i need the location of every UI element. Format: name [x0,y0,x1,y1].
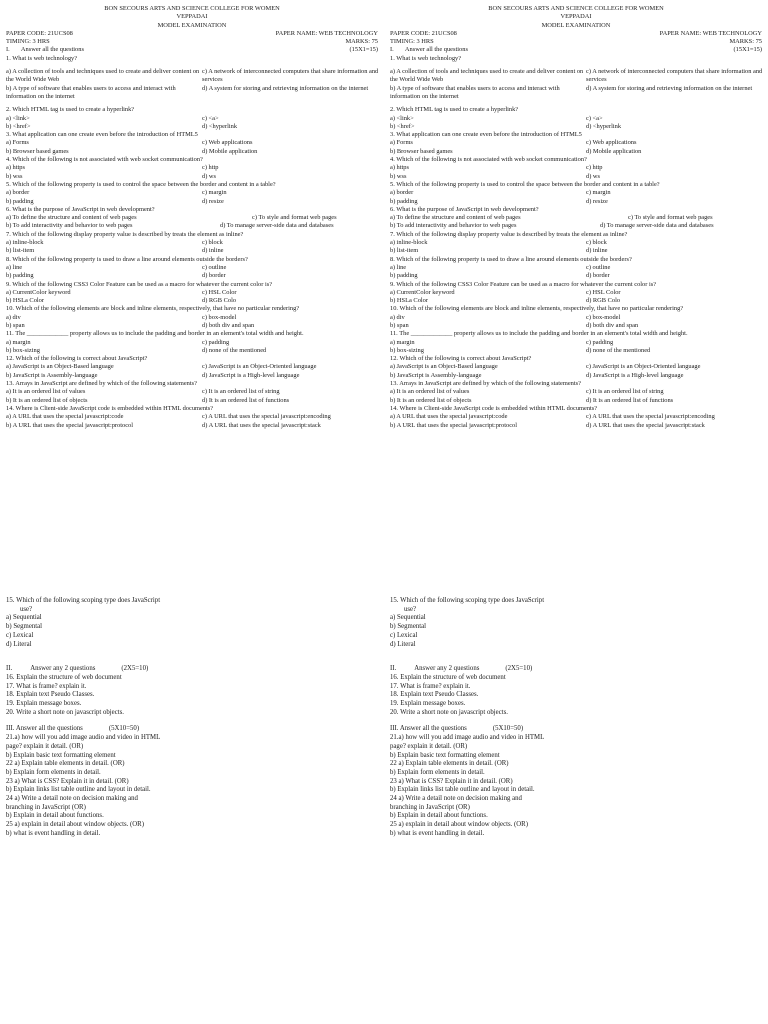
exam-title: MODEL EXAMINATION [157,21,227,29]
option-a: a) <link> [6,114,30,122]
options-row [6,148,378,156]
options-row [390,85,762,102]
section-3-heading [6,725,378,734]
option-b: b) <href> [6,122,31,130]
options-row [390,314,762,322]
options-row [6,339,378,347]
section-3-item: 21.a) how will you add image audio and video in HTML [6,734,161,742]
section-3-item: b) Explain links list table outline and layout in detail. [6,786,151,794]
section-3-item: b) Explain in detail about functions. [6,812,104,820]
section-3-item: branching in JavaScript (OR) [390,803,470,811]
section-1-roman: I. [6,46,10,54]
option-a: a) https [390,164,409,172]
option-d: d) inline [202,247,224,255]
option-d: d) ws [202,172,217,180]
option-c: c) http [586,164,603,172]
option-b: b) padding [6,272,34,280]
section-2-roman: II. [6,665,13,673]
option-a: a) Forms [6,139,29,147]
option-d: d) both div and span [202,321,255,329]
option-a: a) margin [390,338,415,346]
option-c: c) Web applications [202,139,253,147]
option-d: d) JavaScript is a High-level language [586,371,684,379]
header-row-1 [390,30,762,38]
section-2-item: 20. Write a short note on javascript objects. [6,708,124,716]
option-a: a) It is an ordered list of values [390,388,470,396]
college-place: VEPPADAI [560,13,592,21]
option-a: a) JavaScript is an Object-Based language [390,363,498,371]
marks: MARKS: 75 [345,38,378,46]
section-2-item: 20. Write a short note on javascript objects. [390,708,508,716]
section-3-marks: (5X10=50) [108,725,140,733]
option-b: b) <href> [390,122,415,130]
options-row [6,372,378,380]
section-2-item: 18. Explain text Pseudo Classes. [6,691,95,699]
option-b: b) span [6,321,25,329]
option-a: a) <link> [390,114,414,122]
option-c: c) padding [586,338,614,346]
section-2-item: 18. Explain text Pseudo Classes. [390,691,479,699]
options-row [390,68,762,85]
options-row [390,148,762,156]
section-2-marks: (2X5=10) [505,665,533,673]
option-d: d) It is an ordered list of functions [586,396,674,404]
options-row [390,363,762,371]
option-b: b) JavaScript is Assembly-language [390,371,482,379]
section-2-item: 19. Explain message boxes. [390,700,466,708]
option-a: a) border [6,189,30,197]
options-row [390,222,762,230]
section-2-item: 16. Explain the structure of web document [390,673,506,681]
option-a: a) A collection of tools and techniques used to create and deliver content on the World Wide Web [6,68,200,84]
option-c: c) Lexical [390,631,418,639]
options-row [390,115,762,123]
options-row [6,422,378,430]
question-3: 3. What application can one create even before the introduction of HTML5 [390,131,582,139]
option-c: c) outline [202,263,227,271]
question-4: 4. Which of the following is not associated with web socket communication? [6,156,203,164]
question-7: 7. Which of the following display property value is described by treats the element as inline? [6,230,244,238]
option-c: c) A network of interconnected computers that share information and services [586,68,763,84]
section-3-item: b) Explain form elements in detail. [390,768,485,776]
option-a: a) Sequential [6,614,42,622]
options-row [6,314,378,322]
marks: MARKS: 75 [729,38,762,46]
option-c: c) Web applications [586,139,637,147]
section-3-marks: (5X10=50) [492,725,524,733]
option-b: b) Browser based games [390,147,453,155]
question-5: 5. Which of the following property is used to control the space between the border and content in a table? [6,180,276,188]
section-3-item: b) Explain in detail about functions. [390,812,488,820]
timing: TIMING: 3 HRS [390,38,434,46]
options-row [390,289,762,297]
option-d: d) resize [586,197,608,205]
option-d: d) A system for storing and retrieving information on the internet [586,84,753,92]
section-3-item: b) what is event handling in detail. [6,829,101,837]
section-2-heading [390,665,762,674]
option-d: d) Literal [6,640,32,648]
option-a: a) CurrentColor keyword [390,288,455,296]
option-d: d) <hyperlink [202,122,238,130]
option-a: a) JavaScript is an Object-Based language [6,363,114,371]
option-d: d) border [202,272,226,280]
question-10: 10. Which of the following elements are block and inline elements, respectively, that have no particular rendering? [390,305,684,313]
options-row [390,198,762,206]
option-c: c) To style and format web pages [252,214,337,222]
section-1-instruction: Answer all the questions [404,46,468,54]
question-11: 11. The _____________ property allows us to include the padding and border in an element's total width and height. [6,330,304,338]
paper-name: PAPER NAME: WEB TECHNOLOGY [659,29,762,37]
option-b: b) A type of software that enables users to access and interact with information on the internet [6,84,176,100]
option-a: a) Sequential [390,614,426,622]
options-row [390,347,762,355]
option-c: c) box-model [586,313,621,321]
section-3-instruction: III. Answer all the questions [390,725,467,733]
options-row [6,222,378,230]
option-b: b) padding [6,197,34,205]
section-3-item: b) Explain form elements in detail. [6,768,101,776]
section-3-instruction: III. Answer all the questions [6,725,83,733]
option-b: b) Browser based games [6,147,69,155]
option-d: d) Literal [390,640,416,648]
option-b: b) It is an ordered list of objects [390,396,472,404]
options-row [6,322,378,330]
options-row [390,272,762,280]
options-row [6,139,378,147]
option-b: b) Segmental [6,623,43,631]
section-2-heading [6,665,378,674]
objective-section [6,5,378,430]
question-8: 8. Which of the following property is used to draw a line around elements outside the borders? [390,255,632,263]
option-b: b) list-item [6,247,35,255]
section-1-roman: I. [390,46,394,54]
section-3-item: 25 a) explain in detail about window objects. (OR) [390,821,528,829]
options-row [390,397,762,405]
options-row [390,264,762,272]
option-c: c) It is an ordered list of string [202,388,280,396]
options-row [6,388,378,396]
question-14: 14. Where is Client-side JavaScript code is embedded within HTML documents? [6,404,214,412]
options-row [6,198,378,206]
paper-name: PAPER NAME: WEB TECHNOLOGY [275,29,378,37]
question-1: 1. What is web technology? [6,54,78,62]
options-row [6,289,378,297]
section-2-instruction: Answer any 2 questions [414,665,480,673]
section-2-marks: (2X5=10) [121,665,149,673]
option-b: b) padding [390,272,418,280]
section-3-item: 22 a) Explain table elements in detail. (OR) [6,760,125,768]
options-row [6,272,378,280]
option-d: d) It is an ordered list of functions [202,396,290,404]
question-9: 9. Which of the following CSS3 Color Feature can be used as a macro for whatever the current color is? [390,280,657,288]
descriptive-section [6,597,378,839]
option-c: c) To style and format web pages [628,214,713,222]
option-d: d) To manage server-side data and databases [600,222,714,230]
option-d: d) none of the mentioned [202,346,267,354]
question-6: 6. What is the purpose of JavaScript in web development? [6,205,155,213]
options-row [6,239,378,247]
timing: TIMING: 3 HRS [6,38,50,46]
options-row [6,297,378,305]
option-a: a) inline-block [6,239,44,247]
option-c: c) It is an ordered list of string [586,388,664,396]
question-2: 2. Which HTML tag is used to create a hyperlink? [390,106,519,114]
section-3-item: 23 a) What is CSS? Explain it in detail. (OR) [390,777,513,785]
option-b: b) To add interactivity and behavior to web pages [390,222,517,230]
option-a: a) div [390,313,405,321]
question-5: 5. Which of the following property is used to control the space between the border and content in a table? [390,180,660,188]
option-d: d) inline [586,247,608,255]
option-d: d) To manage server-side data and databases [220,222,334,230]
section-3-item: 23 a) What is CSS? Explain it in detail. (OR) [6,777,129,785]
options-row [390,173,762,181]
paper-code: PAPER CODE: 21UCS08 [390,29,457,37]
options-row [6,85,378,102]
section-1-heading [6,46,378,54]
option-d: d) ws [586,172,601,180]
exam-copy-right [384,0,768,1024]
option-d: d) <hyperlink [586,122,622,130]
option-b: b) padding [390,197,418,205]
option-d: d) both div and span [586,321,639,329]
option-a: a) div [6,313,21,321]
descriptive-section [390,597,762,839]
option-d: d) none of the mentioned [586,346,651,354]
section-3-heading [390,725,762,734]
section-3-item: page? explain it detail. (OR) [6,742,84,750]
header-row-2 [390,38,762,46]
question-8: 8. Which of the following property is used to draw a line around elements outside the borders? [6,255,248,263]
options-row [6,247,378,255]
options-row [6,173,378,181]
options-row [6,164,378,172]
question-2: 2. Which HTML tag is used to create a hyperlink? [6,106,135,114]
options-row [6,397,378,405]
section-3-item: b) Explain basic text formatting element [390,751,500,759]
option-b: b) box-sizing [6,346,40,354]
section-1-marks: (15X1=15) [733,46,762,54]
option-b: b) A type of software that enables users to access and interact with information on the internet [390,84,560,100]
options-row [390,322,762,330]
options-row [390,297,762,305]
option-d: d) RGB Colo [586,297,621,305]
question-10: 10. Which of the following elements are block and inline elements, respectively, that have no particular rendering? [6,305,300,313]
option-c: c) A network of interconnected computers that share information and services [202,68,379,84]
question-9: 9. Which of the following CSS3 Color Feature can be used as a macro for whatever the current color is? [6,280,273,288]
option-c: c) padding [202,338,230,346]
option-a: a) margin [6,338,31,346]
question-6: 6. What is the purpose of JavaScript in web development? [390,205,539,213]
paper-code: PAPER CODE: 21UCS08 [6,29,73,37]
question-7: 7. Which of the following display property value is described by treats the element as inline? [390,230,628,238]
option-c: c) A URL that uses the special javascript:encoding [202,413,331,421]
option-a: a) A collection of tools and techniques used to create and deliver content on the World Wide Web [390,68,584,84]
option-d: d) RGB Colo [202,297,237,305]
option-b: b) HSLa Color [390,297,428,305]
option-b: b) list-item [390,247,419,255]
option-b: b) box-sizing [390,346,424,354]
option-d: d) A URL that uses the special javascript:stack [202,421,321,429]
option-c: c) JavaScript is an Object-Oriented language [586,363,701,371]
section-1-heading [390,46,762,54]
question-15-cont: use? [20,605,33,613]
section-3-item: 24 a) Write a detail note on decision making and [6,795,138,803]
option-c: c) outline [586,263,611,271]
question-15-cont: use? [404,605,417,613]
section-3-item: 22 a) Explain table elements in detail. (OR) [390,760,509,768]
option-d: d) A system for storing and retrieving information on the internet [202,84,369,92]
option-b: b) It is an ordered list of objects [6,396,88,404]
header-row-1 [6,30,378,38]
options-row [390,422,762,430]
question-12: 12. Which of the following is correct about JavaScript? [390,355,532,363]
section-3-item: branching in JavaScript (OR) [6,803,86,811]
exam-title: MODEL EXAMINATION [541,21,611,29]
option-a: a) inline-block [390,239,428,247]
option-c: c) block [202,239,223,247]
section-2-item: 17. What is frame? explain it. [390,682,471,690]
option-a: a) A URL that uses the special javascript:code [6,413,124,421]
option-a: a) https [6,164,25,172]
option-a: a) border [390,189,414,197]
college-name: BON SECOURS ARTS AND SCIENCE COLLEGE FOR WOMEN [104,5,280,12]
option-a: a) line [390,263,407,271]
option-a: a) A URL that uses the special javascript:code [390,413,508,421]
option-c: c) box-model [202,313,237,321]
option-d: d) A URL that uses the special javascript:stack [586,421,705,429]
option-a: a) line [6,263,23,271]
option-b: b) HSLa Color [6,297,44,305]
option-b: b) JavaScript is Assembly-language [6,371,98,379]
section-3-item: b) Explain links list table outline and layout in detail. [390,786,535,794]
college-place: VEPPADAI [176,13,208,21]
option-d: d) Mobile application [586,147,642,155]
options-row [390,372,762,380]
question-14: 14. Where is Client-side JavaScript code is embedded within HTML documents? [390,404,598,412]
options-row [6,264,378,272]
options-row [390,388,762,396]
options-row [6,123,378,131]
option-a: a) It is an ordered list of values [6,388,86,396]
option-a: a) Forms [390,139,413,147]
option-c: c) HSL Color [586,288,621,296]
options-row [390,247,762,255]
options-row [390,214,762,222]
options-row [6,363,378,371]
option-d: d) JavaScript is a High-level language [202,371,300,379]
option-a: a) To define the structure and content of web pages [6,214,137,222]
section-3-item: b) Explain basic text formatting element [6,751,116,759]
options-row [390,164,762,172]
section-1-marks: (15X1=15) [349,46,378,54]
options-row [390,413,762,421]
section-1-instruction: Answer all the questions [20,46,84,54]
option-b: b) A URL that uses the special javascript:protocol [390,421,518,429]
options-row [390,339,762,347]
option-b: b) A URL that uses the special javascript:protocol [6,421,134,429]
options-row [6,115,378,123]
option-c: c) margin [202,189,227,197]
question-11: 11. The _____________ property allows us to include the padding and border in an element's total width and height. [390,330,688,338]
options-row [6,413,378,421]
question-15: 15. Which of the following scoping type does JavaScript [6,597,161,604]
option-c: c) Lexical [6,631,34,639]
objective-section [390,5,762,430]
section-2-roman: II. [390,665,397,673]
section-3-item: b) what is event handling in detail. [390,829,485,837]
section-3-item: 21.a) how will you add image audio and video in HTML [390,734,545,742]
option-d: d) Mobile application [202,147,258,155]
header-row-2 [6,38,378,46]
question-13: 13. Arrays in JavaScript are defined by which of the following statements? [6,380,197,388]
section-3-item: 25 a) explain in detail about window objects. (OR) [6,821,144,829]
section-2-item: 17. What is frame? explain it. [6,682,87,690]
option-a: a) CurrentColor keyword [6,288,71,296]
options-row [6,214,378,222]
option-b: b) wss [6,172,23,180]
option-b: b) To add interactivity and behavior to web pages [6,222,133,230]
question-4: 4. Which of the following is not associated with web socket communication? [390,156,587,164]
options-row [6,68,378,85]
section-3-item: page? explain it detail. (OR) [390,742,468,750]
option-b: b) wss [390,172,407,180]
option-d: d) border [586,272,610,280]
option-a: a) To define the structure and content of web pages [390,214,521,222]
question-3: 3. What application can one create even before the introduction of HTML5 [6,131,198,139]
option-c: c) http [202,164,219,172]
question-13: 13. Arrays in JavaScript are defined by which of the following statements? [390,380,581,388]
options-row [390,123,762,131]
option-d: d) resize [202,197,224,205]
option-b: b) Segmental [390,623,427,631]
question-15: 15. Which of the following scoping type does JavaScript [390,597,545,604]
options-row [6,189,378,197]
options-row [6,347,378,355]
option-c: c) margin [586,189,611,197]
option-c: c) JavaScript is an Object-Oriented language [202,363,317,371]
option-c: c) HSL Color [202,288,237,296]
section-3-item: 24 a) Write a detail note on decision making and [390,795,522,803]
option-c: c) block [586,239,607,247]
options-row [390,189,762,197]
options-row [390,239,762,247]
options-row [390,139,762,147]
option-b: b) span [390,321,409,329]
section-2-item: 19. Explain message boxes. [6,700,82,708]
section-2-item: 16. Explain the structure of web document [6,673,122,681]
college-name: BON SECOURS ARTS AND SCIENCE COLLEGE FOR WOMEN [488,5,664,12]
section-2-instruction: Answer any 2 questions [30,665,96,673]
question-12: 12. Which of the following is correct about JavaScript? [6,355,148,363]
option-c: c) A URL that uses the special javascript:encoding [586,413,715,421]
question-1: 1. What is web technology? [390,54,462,62]
option-c: c) <a> [202,114,219,122]
option-c: c) <a> [586,114,603,122]
